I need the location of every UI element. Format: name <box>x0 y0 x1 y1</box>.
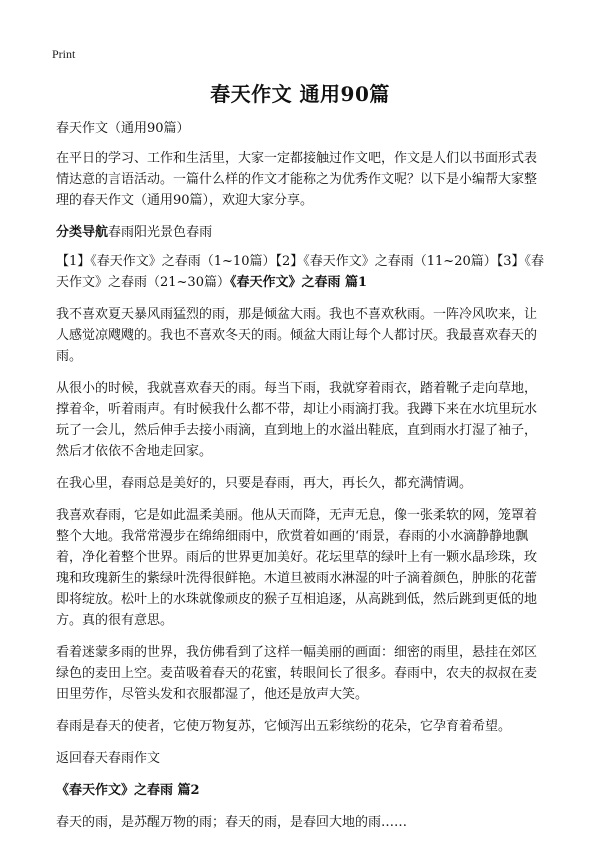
toc-link-3[interactable]: 【3】《春天作文》之春雨（21~30篇） <box>56 254 545 290</box>
article-1-heading: 《春天作文》之春雨 篇1 <box>229 275 368 290</box>
article-1-paragraph-6: 春雨是春天的使者，它使万物复苏，它倾泻出五彩缤纷的花朵，它孕育着希望。 <box>56 719 512 734</box>
article-1-paragraph-4: 我喜欢春雨，它是如此温柔美丽。他从天而降，无声无息，像一张柔软的网，笼罩着整个大地。我常常漫步在绵绵细雨中，欣赏着如画的‘雨景，春雨的小水滴静静地飘着，净化着整个世界。雨后的世界更加美好。花坛里草的绿叶上有一颗水晶珍珠，玫瑰和玫瑰新生的紫绿叶洗得很鲜艳。木道旦被雨水淋湿的叶子滴着颜色，肿胀的花蕾即将绽放。松叶上的水珠就像顽皮的猴子互相追逐，从高跳到低，然后跳到更低的地方。真的很有意思。 <box>56 508 538 628</box>
toc-link-1[interactable]: 【1】《春天作文》之春雨（1~10篇） <box>56 254 276 269</box>
back-link-line <box>56 748 548 769</box>
print-link[interactable]: Print <box>52 47 76 61</box>
document-subtitle: 春天作文（通用90篇） <box>56 121 190 136</box>
article-1-paragraph-1: 我不喜欢夏天暴风雨猛烈的雨，那是倾盆大雨。我也不喜欢秋雨。一阵冷风吹来，让人感觉凉飕飕的。我也不喜欢冬天的雨。倾盆大雨让每个人都讨厌。我最喜欢春天的雨。 <box>56 307 538 364</box>
article-2-heading: 《春天作文》之春雨 篇2 <box>56 783 200 798</box>
category-link-sunshine[interactable]: 阳光 <box>134 225 161 240</box>
category-link-spring-rain[interactable]: 春雨 <box>108 225 135 240</box>
page-title: 春天作文 通用90篇 <box>210 82 390 106</box>
article-1-paragraph-5: 看着迷蒙多雨的世界，我仿佛看到了这样一幅美丽的画面：细密的雨里，悬挂在郊区绿色的麦田上空。麦苗吸着春天的花蜜，转眼间长了很多。春雨中，农夫的叔叔在麦田里劳作，尽管头发和衣服都湿了，他还是放声大笑。 <box>56 645 538 702</box>
category-link-scenery[interactable]: 景色 <box>160 225 187 240</box>
article-1-paragraph-3: 在我心里，春雨总是美好的，只要是春雨，再大，再长久，都充满情调。 <box>56 476 473 491</box>
back-to-category-link[interactable]: 返回春天春雨作文 <box>56 751 161 766</box>
toc-link-2[interactable]: 【2】《春天作文》之春雨（11~20篇） <box>275 254 497 269</box>
document-body <box>56 118 548 844</box>
category-nav <box>56 222 548 243</box>
category-nav-label: 分类导航 <box>56 225 109 240</box>
category-link-spring-rain-2[interactable]: 春雨 <box>186 225 213 240</box>
intro-paragraph: 在平日的学习、工作和生活里，大家一定都接触过作文吧，作文是人们以书面形式表情达意的言语活动。一篇什么样的作文才能称之为优秀作文呢？以下是小编帮大家整理的春天作文（通用90篇），欢迎大家分享。 <box>56 151 538 208</box>
article-2-first-line: 春天的雨，是苏醒万物的雨；春天的雨，是春回大地的雨…… <box>56 815 408 830</box>
article-1-paragraph-2: 从很小的时候，我就喜欢春天的雨。每当下雨，我就穿着雨衣，踏着靴子走向草地，撑着伞，听着雨声。有时候我什么都不带，却让小雨滴打我。我蹲下来在水坑里玩水玩了一会儿，然后伸手去接小雨滴，直到地上的水溢出鞋底，直到雨水打湿了袖子，然后才依依不舍地走回家。 <box>56 381 538 459</box>
table-of-contents <box>56 251 548 293</box>
